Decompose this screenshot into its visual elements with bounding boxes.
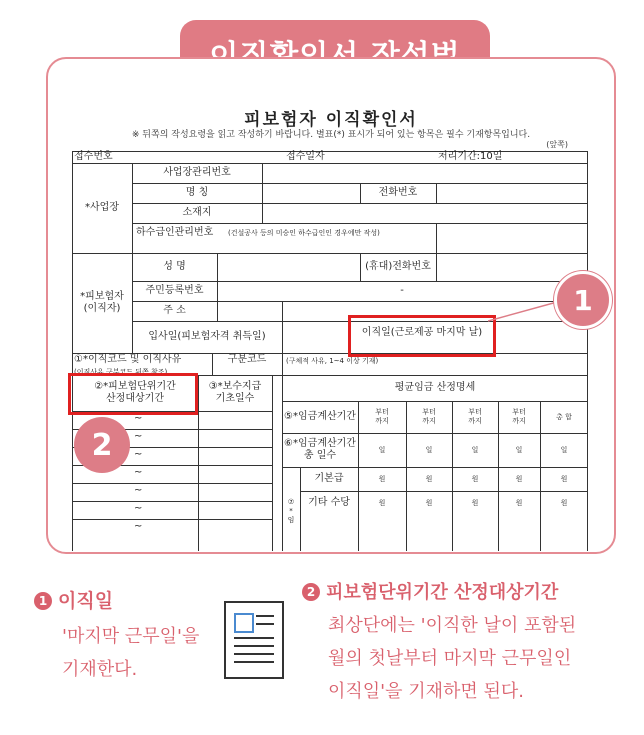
form-title: 피보험자 이직확인서 (244, 110, 418, 130)
note-1-heading (34, 586, 113, 613)
won-unit-8: 원 (471, 498, 479, 507)
form-frame (46, 57, 616, 554)
day-unit-2: 일 (425, 445, 433, 454)
note-1-body: '마지막 근무일'을 기재한다. (62, 626, 200, 680)
row7-mark: ⑦ * 임 (287, 497, 295, 524)
address2-label: 주 소 (163, 305, 186, 316)
won-unit-6: 원 (378, 498, 386, 507)
won-unit-1: 원 (378, 474, 386, 483)
employer-address-label: 소재지 (182, 207, 212, 218)
from-to-4: 부터 까지 (512, 408, 526, 425)
tilde-2: ~ (134, 431, 143, 442)
won-unit-2: 원 (425, 474, 433, 483)
category-code-label: 구분코드 (227, 354, 267, 365)
won-unit-9: 원 (515, 498, 523, 507)
note-2-heading (302, 578, 558, 604)
wage-period-label: ⑤*임금계산기간 (284, 411, 356, 422)
won-unit-4: 원 (515, 474, 523, 483)
other-pay-label: 기타 수당 (308, 497, 350, 508)
insured-label: *피보험자 (이직자) (80, 291, 124, 314)
document-icon (224, 601, 284, 679)
unit-period-label: ②*피보험단위기간 산정대상기간 (94, 381, 176, 404)
won-unit-7: 원 (425, 498, 433, 507)
day-unit-3: 일 (471, 445, 479, 454)
won-unit-5: 원 (560, 474, 568, 483)
pay-base-days-label: ③*보수지급 기초일수 (208, 381, 262, 404)
callout-1: 1 (554, 271, 612, 329)
day-unit-1: 일 (378, 445, 386, 454)
receipt-no-label: 접수번호 (74, 151, 113, 162)
day-unit-4: 일 (515, 445, 523, 454)
note-2-body: 최상단에는 '이직한 날이 포함된 월의 첫날부터 마지막 근무일인 이직일'을 기재하면 된다. (328, 615, 577, 702)
tilde-4: ~ (134, 467, 143, 478)
won-unit-10: 원 (560, 498, 568, 507)
tilde-6: ~ (134, 503, 143, 514)
tilde-7: ~ (134, 521, 143, 532)
subcontract-note: (건설공사 등의 미승인 하수급인인 경우에만 작성) (228, 229, 380, 237)
tilde-1: ~ (134, 413, 143, 424)
employer-phone-label: 전화번호 (378, 187, 418, 198)
form-side-mark: (앞쪽) (546, 140, 568, 149)
employer-label: *사업장 (85, 202, 119, 213)
leave-code-label: ①*이직코드 및 이직사유 (74, 354, 182, 365)
detail-reason-label: (구체적 사유, 1~4 이상 기재) (286, 357, 379, 365)
form-table (72, 151, 588, 551)
leave-date-label: 이직일(근로제공 마지막 날) (361, 327, 483, 338)
won-unit-3: 원 (471, 474, 479, 483)
subcontract-label: 하수급인관리번호 (136, 227, 214, 238)
day-unit-5: 일 (560, 445, 568, 454)
processing-label: 처리기간:10일 (438, 151, 503, 162)
note-1-title: 이직일 (58, 590, 114, 612)
from-to-2: 부터 까지 (422, 408, 436, 425)
unit-period-highlight (68, 373, 198, 415)
leave-date-highlight (348, 315, 496, 357)
person-name-label: 성 명 (163, 261, 186, 272)
form-note: ※ 뒤쪽의 작성요령을 읽고 작성하기 바랍니다. 별표(*) 표시가 되어 있는 항목은 필수 기재항목입니다. (131, 130, 531, 140)
leave-code-sub: (이직사유 구분코드 뒤쪽 참조) (74, 368, 168, 376)
callout-2: 2 (74, 417, 130, 473)
receipt-date-label: 접수일자 (286, 151, 325, 162)
wage-days-label: ⑥*임금계산기간 총 일수 (284, 438, 356, 461)
employer-mgmt-no-label: 사업장관리번호 (163, 167, 231, 178)
resident-dash: - (400, 285, 404, 296)
tilde-3: ~ (134, 449, 143, 460)
note-1-number: 1 (34, 592, 52, 610)
employer-name-label: 명 칭 (185, 187, 209, 198)
note-2-number: 2 (302, 583, 320, 601)
resident-no-label: 주민등록번호 (145, 285, 204, 296)
join-date-label: 입사일(피보험자격 취득일) (148, 331, 266, 342)
base-pay-label: 기본급 (314, 473, 344, 484)
total-label: 총 합 (556, 412, 572, 421)
from-to-3: 부터 까지 (468, 408, 482, 425)
mobile-phone-label: (휴대)전화번호 (365, 261, 431, 272)
avg-wage-label: 평균임금 산정명세 (394, 382, 476, 393)
from-to-1: 부터 까지 (375, 408, 389, 425)
note-2-title: 피보험단위기간 산정대상기간 (326, 582, 559, 603)
tilde-5: ~ (134, 485, 143, 496)
